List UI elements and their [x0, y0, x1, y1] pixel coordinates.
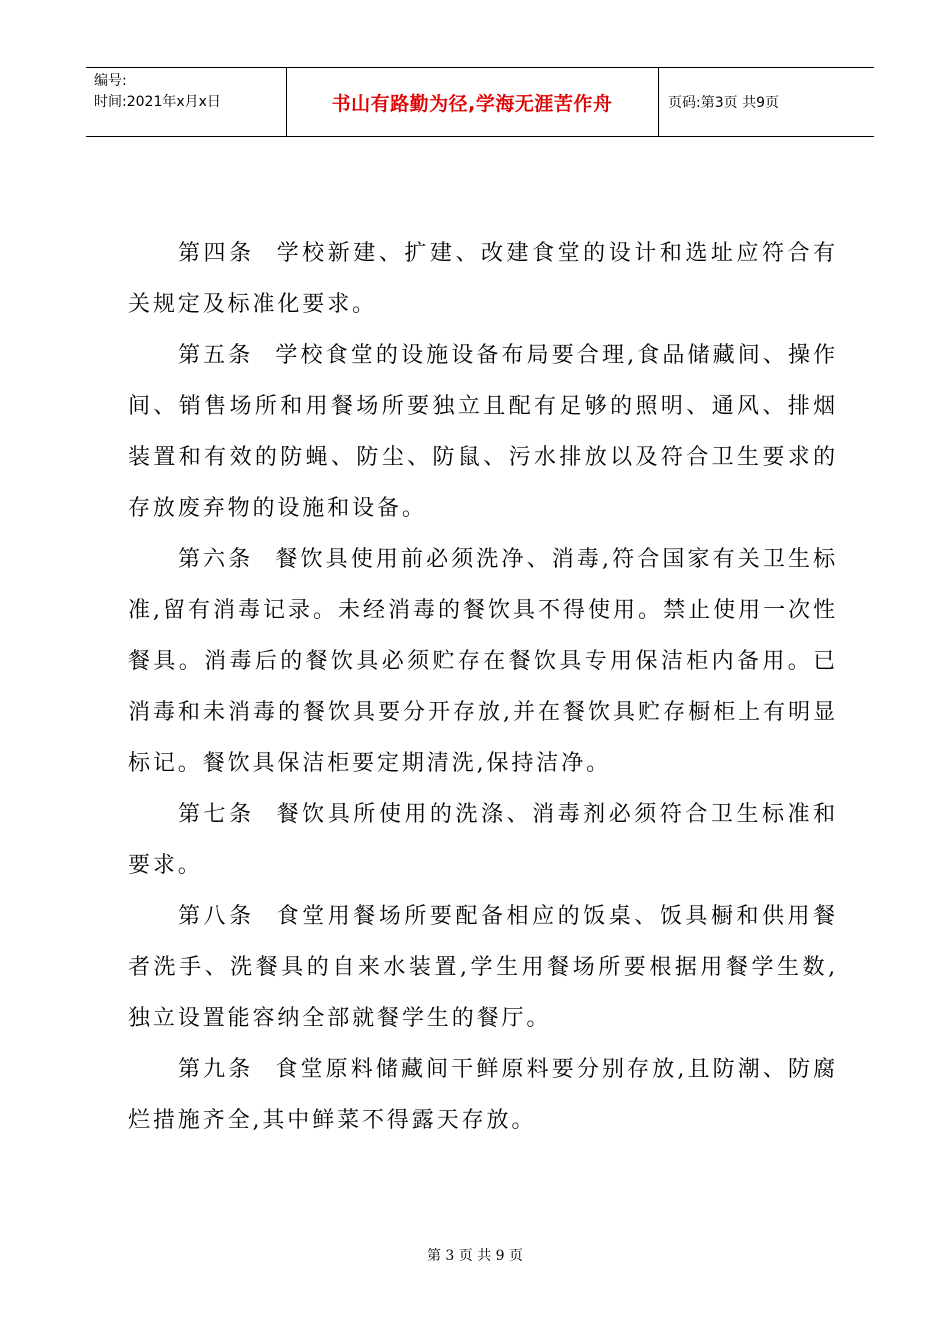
article-number: 第八条 [178, 904, 255, 929]
article-number: 第四条 [178, 241, 255, 266]
paragraph-article-4 [128, 228, 838, 330]
paragraph-article-7 [128, 789, 838, 891]
paragraph-article-9 [128, 1044, 838, 1146]
header-divider [658, 68, 659, 136]
paragraph-article-8 [128, 891, 838, 1044]
page-footer: 第 3 页 共 9 页 [426, 1248, 524, 1264]
paragraph-article-6 [128, 534, 838, 789]
article-number: 第五条 [178, 343, 254, 368]
article-number: 第七条 [178, 802, 255, 827]
article-text: 餐饮具使用前必须洗净、消毒,符合国家有关卫生标准,留有消毒记录。未经消毒的餐饮具不得使用。禁止使用一次性餐具。消毒后的餐饮具必须贮存在餐饮具专用保洁柜内备用。已消毒和未消毒的餐饮具要分开存放,并在餐饮具贮存橱柜上有明显标记。餐饮具保洁柜要定期清洗,保持洁净。 [128, 547, 838, 776]
page-header [86, 67, 874, 137]
paragraph-article-5 [128, 330, 838, 534]
article-text: 食堂原料储藏间干鲜原料要分别存放,且防潮、防腐烂措施齐全,其中鲜菜不得露天存放。 [128, 1057, 838, 1133]
article-text: 餐饮具所使用的洗涤、消毒剂必须符合卫生标准和要求。 [128, 802, 838, 878]
article-text: 食堂用餐场所要配备相应的饭桌、饭具橱和供用餐者洗手、洗餐具的自来水装置,学生用餐场所要根据用餐学生数,独立设置能容纳全部就餐学生的餐厅。 [128, 904, 838, 1031]
article-text: 学校新建、扩建、改建食堂的设计和选址应符合有关规定及标准化要求。 [128, 241, 838, 317]
article-text: 学校食堂的设施设备布局要合理,食品储藏间、操作间、销售场所和用餐场所要独立且配有足够的照明、通风、排烟装置和有效的防蝇、防尘、防鼠、污水排放以及符合卫生要求的存放废弃物的设施和设备。 [128, 343, 838, 521]
article-number: 第九条 [178, 1057, 254, 1082]
header-meta [94, 71, 221, 113]
document-time-label: 时间:2021年x月x日 [94, 94, 221, 110]
header-page-label: 页码:第3页 共9页 [668, 95, 779, 111]
article-number: 第六条 [178, 547, 254, 572]
document-number-label: 编号: [94, 73, 127, 89]
header-motto: 书山有路勤为径,学海无涯苦作舟 [331, 92, 613, 115]
document-body [128, 228, 838, 1146]
